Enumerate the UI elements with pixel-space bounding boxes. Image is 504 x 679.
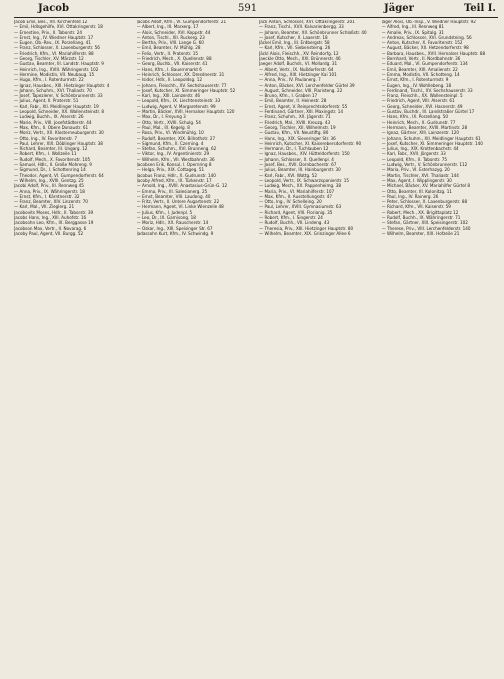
directory-entry: — Eduard, Mal., VI. Gumpendorferstr. 134 [381,62,468,68]
directory-entry: Jacobus Franz, Hdlr., X. Gudrunstr. 140 [136,173,216,179]
header-left-keyword: Jacob [38,3,69,14]
directory-entry: — Julius, Beamter, III. Hainburgerstr. 30 [259,168,341,174]
directory-entry: — Bertha, Priv., VIII. Lange G. 60 [136,41,204,47]
directory-entry: Jacoby Alfred, Kfm., IX. Türkenstr. 17 [136,178,212,184]
directory-entry: — Albert, Vertr., IX. Nußdorferstr. 64 [259,67,334,73]
column-3 [259,20,376,674]
directory-entry: — Ernst, Beamter, VIII. Laudong. 40 [136,194,211,200]
directory-entry: — Ignaz, Gärtner, XIII. Lainzerstr. 120 [381,131,459,137]
directory-entry: — Richard, Kfm., VII. Kaiserstr. 59 [381,205,451,211]
directory-entry: — Anna, Priv., IV. Paulanerg. 7 [259,78,321,84]
directory-entry: — Franz, Beamter, XIV. Linzerstr. 70 [14,200,88,206]
directory-entry: — Amalie, Priv., IX. Spitalg. 31 [381,30,444,36]
directory-entry: — Hans, Ing., XIX. Sieveringer Str. 36 [259,136,336,142]
directory-entry: — Gustav, Kfm., VII. Neustiftg. 80 [259,131,329,137]
directory-entry: — Friedrich, Agent, VIII. Alserstr. 61 [381,99,455,105]
directory-entry: — Karl, Fabr., XVII. Jörgerstr. 33 [381,152,446,158]
directory-entry: — Hans, Kfm., IX. Porzellang. 50 [381,115,449,121]
directory-entry: — Heinrich, Schlosser, XX. Dresdnerstr. 31 [136,72,225,78]
directory-entry: — Fritz, Vertr., II. Untere Augartenstr. 22 [136,200,220,206]
directory-entry: — Stefan, Schuhm., XVI. Brunneng. 62 [136,147,217,153]
directory-entry: — Heinrich, Mech., X. Gudrunstr. 77 [381,120,456,126]
directory-entry: — Samuel, Hdlr., II. Große Mohreng. 9 [14,163,92,169]
directory-entry: — Barbara, Hausbes., XVII. Hernalser Hauptstr. 88 [381,51,486,57]
directory-entry: — Alfred, Ing., III. Rennweg 81 [381,25,445,31]
directory-entry: — Ferdinand, Gärtner, XIII. Maxingstr. 14 [259,110,344,116]
directory-entry: Jäckel Emil, Ing., III. Erdbergstr. 58 [259,41,330,47]
directory-entry: — Ernestine, Priv., II. Taborstr. 24 [14,30,82,36]
directory-entry: — Eugen, Ing., IV. Wohllebeng. 18 [381,83,452,89]
directory-entry: — Friedrich, Kfm., VI. Mariahilferstr. 88 [14,51,94,57]
directory-entry: — Hugo, Kfm., I. Rotenturmstr. 22 [14,78,84,84]
directory-entry: — Ludwig, Buchh., IX. Alserstr. 26 [14,115,84,121]
directory-entry: — Otto, Ing., IV. Favoritenstr. 7 [14,136,77,142]
directory-entry: — Franz, Schlosser, X. Laxenburgerstr. 56 [14,46,100,52]
directory-entry: — Ernst, Ing., IV. Wiedner Hauptstr. 17 [14,35,94,41]
directory-entry: Jacob Emil, Bes., VII. Kirchenfeld 12 [14,20,88,25]
part-label: Teil I. [464,3,496,14]
directory-entry: — Hermann, Beamter, XVIII. Martinstr. 28 [381,125,468,131]
directory-entry: — Therese, Priv., VIII. Lerchenfelderstr. 140 [381,226,471,232]
directory-entry: — Georg, Tischler, XV. Märzstr. 12 [14,57,84,63]
directory-entry: — Wilhelm, Kfm., VII. Westbahnstr. 36 [136,157,215,163]
directory-entry: — August, Schneider, VIII. Piaristeng. 22 [259,88,343,94]
directory-entry: — Ludwig, Vertr., V. Schönbrunnerstr. 112 [381,163,468,169]
directory-entry: — Franz, Fleischh., XX. Wallensteinpl. 5 [381,94,463,100]
column-1 [14,20,131,674]
directory-entry: — Heinrich, Ing., XVIII. Währingerstr. 102 [14,67,99,73]
directory-entry: — Leo, Dr., IX. Garnisong. 18 [136,215,196,221]
directory-entry: — Karl, Fabr., XVI. Wattg. 52 [259,173,317,179]
directory-entry: — Leopold, Kfm., II. Taborstr. 75 [381,157,448,163]
directory-entry: — Andreas, Schlosser, XVI. Grundsteing. 56 [381,35,472,41]
directory-entry: — Rudolf, Buchh., IX. Währingerstr. 71 [381,215,461,221]
directory-entry: — Julius, Agent, II. Praterstr. 51 [14,99,79,105]
directory-entry: Jäger Alois, Ob.-Insp., V. Wiedner Hauptstr. 92 [381,20,476,25]
directory-entry: — Rudolf, Beamter, XIX. Billrothstr. 27 [136,136,216,142]
directory-entry: — Robert, Kfm., I. Wollzeile 11 [14,152,77,158]
directory-entry: — Emma, Priv., III. Salesianerg. 25 [136,189,208,195]
listing-columns [14,20,498,674]
directory-entry: — Bernhard, Vertr., II. Nordbahnstr. 36 [381,57,461,63]
directory-entry: Jacobson Max, Vertr., II. Novarag. 6 [14,226,87,232]
directory-entry: — Rudolf, Buchh., VII. Lindeng. 43 [259,221,330,227]
directory-entry: — Alois, Schneider, XVI. Koppstr. 44 [136,30,211,36]
directory-entry: — Josef, Kutscher, X. Laaerstr. 18 [259,35,328,41]
directory-entry: — Paul, Mal., III. Kegelg. 8 [136,125,190,131]
directory-entry: — Anton, Bäcker, XVI. Lerchenfelder Gürtel 39 [259,83,355,89]
directory-entry: Jacobs Adolf, Kfm., VI. Gumpendorferstr. 21 [136,20,227,25]
directory-entry: — Maria, Priv., VI. Esterhazyg. 20 [381,168,450,174]
directory-entry: — Wilhelm, Beamter, XIX. Hofzeile 21 [381,231,460,237]
directory-entry: — Ludwig, Agent, V. Margaretenstr. 99 [136,104,216,110]
directory-entry: — Marie, Priv., VIII. Josefstädterstr. 44 [14,120,92,126]
directory-entry: — Emil, Beamter, XIII. Amalienstr. 22 [381,67,458,73]
directory-entry: — Ignaz, Hausbes., XIV. Hütteldorferstr. 150 [259,152,350,158]
directory-entry: — Leopold, Kfm., IX. Liechtensteinstr. 33 [136,99,221,105]
directory-entry: — Franz, Tischl., XVII. Kalvarienbergg. 33 [259,25,344,31]
directory-entry: Jacobs Hans, Ing., XIII. Auhofstr. 16 [14,215,87,221]
column-4 [382,20,499,674]
directory-entry: — Josef, Kutscher, XI. Simmeringer Hauptstr. 140 [381,141,483,147]
directory-entry: — Hermine, Modistin, VII. Neubaug. 15 [14,72,95,78]
directory-entry: — Bruno, Kfm., I. Graben 17 [259,94,318,100]
directory-entry: — Karl, Kfm., VII. Siebensterng. 26 [259,46,331,52]
directory-entry: Jacobi Adolf, Priv., III. Rennweg 45 [14,184,84,190]
directory-entry: — Emil, Beamter, IV. Mühlg. 28 [136,46,201,52]
directory-entry: — Max, Kfm., II. Ausstellungsstr. 47 [259,194,332,200]
directory-entry: Jäck Anton, Schlosser, XVI. Ottakringerstr. 201 [259,20,355,25]
directory-entry: — Johann, Schuhm., XVI. Thaliastr. 70 [14,88,92,94]
directory-entry: — Max, Agent, I. Wipplingerstr. 30 [381,178,452,184]
directory-entry: Jäckl Alois, Fleischh., XV. Reindorfg. 12 [259,51,339,57]
directory-entry: — Sigmund, Dr., I. Schottenring 14 [14,168,86,174]
directory-entry: — Ignaz, Hausbes., XIII. Hietzinger Hauptstr. 4 [14,83,110,89]
directory-entry: — Moriz, Hdlr., XX. Rauscherstr. 14 [136,221,209,227]
directory-entry: — Isidor, Hdlr., II. Leopoldsg. 12 [136,78,202,84]
directory-entry: Jaeckle Otto, Mech., XXI. Brünnerstr. 46 [259,57,341,63]
directory-entry: — Heinrich, Kutscher, XI. Kaiserebersdorferstr. 90 [259,141,362,147]
directory-entry: Jacobovits Moses, Hdlr., II. Taborstr. 39 [14,210,94,216]
directory-entry: — Hans, Kfm., I. Bauernmarkt 6 [136,67,202,73]
directory-entry: — Friedrich, Mal., XVIII. Kreuzg. 43 [259,120,331,126]
directory-entry: — Maria, Priv., VI. Mariahilferstr. 107 [259,189,335,195]
directory-entry: — Anna, Priv., IX. Währingerstr. 18 [14,189,85,195]
directory-entry: — Leopold, Vertr., IX. Schwarzspanierstr. 15 [259,178,350,184]
directory-entry: — Leopold, Schneider, XX. Wallensteinstr. 8 [14,110,105,116]
directory-entry: — Wilhelm, Beamter, XIX. Grinzinger Allee 6 [259,231,351,237]
directory-entry: — Arnold, Ing., XVIII. Anastasius-Grün-G. 12 [136,184,228,190]
directory-entry: — Sigmund, Kfm., II. Czerning. 4 [136,141,204,147]
directory-entry: — Martin, Bäcker, XVII. Hernalser Hauptstr. 120 [136,110,235,116]
directory-entry: — Paul, Lehrer, XVIII. Gymnasiumstr. 63 [259,205,342,211]
directory-entry: — Hermann, Agent, VI. Linke Wienzeile 48 [136,205,224,211]
directory-entry: — Gustav, Beamter, III. Landstr. Hauptstr. 9 [14,62,104,68]
directory-entry: — Otto, Beamter, III. Kolonitzg. 11 [381,189,453,195]
directory-entry: — Josef, Bes., XVII. Dornbacherstr. 67 [259,163,337,169]
column-2 [137,20,254,674]
directory-entry: — Hermann, Dr., I. Tuchlauben 12 [259,147,329,153]
directory-entry: — Karl, Fabr., XII. Meidlinger Hauptstr. 19 [14,104,99,110]
directory-entry: — Paul, Lehrer, XIX. Döblinger Hauptstr. 38 [14,141,103,147]
directory-entry: — Oskar, Ing., XIII. Speisinger Str. 67 [136,226,213,232]
directory-entry: — Anton, Kutscher, X. Favoritenstr. 152 [381,41,463,47]
directory-entry: — Ernst, Kfm., I. Kärntnerstr. 32 [14,194,80,200]
directory-entry: Jacobsohn Leo, Kfm., IX. Berggasse 19 [14,221,94,227]
directory-entry: — Wilhelm, Ing., XVIII. Gentzg. 25 [14,178,84,184]
directory-entry: — Albert, Ing., III. Marxerg. 17 [136,25,199,31]
directory-entry: — Viktor, Ing., IV. Argentinierstr. 29 [136,152,210,158]
directory-entry: — Max, Dr., I. Freyung 3 [136,115,186,121]
directory-entry: — Theresia, Priv., XIII. Hietzinger Hauptstr. 80 [259,226,354,232]
directory-entry: — Moriz, Vertr., XX. Klosterneuburgerstr. 30 [14,131,104,137]
directory-entry: — Robert, Mech., XX. Brigittaplatz 12 [381,210,459,216]
directory-entry: — Richard, Agent, VIII. Florianig. 35 [259,210,333,216]
directory-entry: — Stefan, Gärtner, XIII. Speisingerstr. 102 [381,221,468,227]
directory-entry: Jaeger Adolf, Buchdr., VI. Mollardg. 31 [259,62,338,68]
directory-entry: — Johann, Schlosser, X. Quellenpl. 4 [259,157,334,163]
directory-entry: — Otto, Vertr., XVIII. Schulg. 54 [136,120,201,126]
directory-entry: Jacoby Paul, Agent, VII. Burgg. 52 [14,231,84,237]
directory-entry: — Karl, Mal., VII. Zieglerg. 21 [14,205,75,211]
directory-entry: — Rosa, Priv., VI. Windmühlg. 10 [136,131,204,137]
directory-entry: — Julius, Kfm., I. Judenpl. 5 [136,210,193,216]
directory-entry: — Johann, Schuhm., XII. Meidlinger Hauptstr. 61 [381,136,481,142]
directory-entry: — Max, Kfm., II. Obere Donaustr. 61 [14,125,89,131]
directory-entry: — Martin, Tischler, XVI. Thaliastr. 144 [381,173,459,179]
header-rule [14,17,498,18]
directory-entry: — Johann, Fleischh., XV. Sechshauserstr. 77 [136,83,227,89]
directory-entry: — Josef, Kutscher, XI. Simmeringer Hauptstr. 52 [136,88,236,94]
directory-entry: — Helga, Priv., XIX. Cottageg. 51 [136,168,205,174]
directory-entry: — Josef, Tapezierer, V. Schönbrunnerstr. 33 [14,94,103,100]
directory-entry: Jacobsen Erik, Konsul, I. Opernring 8 [136,163,212,169]
directory-entry: — Georg, Schneider, XVI. Hasnerstr. 49 [381,104,463,110]
directory-entry: — Theodor, Agent, VI. Gumpendorferstr. 64 [14,173,104,179]
directory-entry: — Ernst, Kfm., I. Rotenturmstr. 9 [381,78,449,84]
page-header [0,0,504,16]
directory-entry: — Otto, Ing., IV. Schelleing. 20 [259,200,322,206]
directory-entry: — Emil, Hdlsgehilfe, XVI. Ottakringerstr. 18 [14,25,103,31]
directory-entry: — Georg, Buchb., VII. Kaiserstr. 41 [136,62,208,68]
directory-entry: — Julius, Ing., XIX. Krottenbachstr. 44 [381,147,459,153]
page-number: 591 [238,3,258,14]
directory-entry: — Ludwig, Mech., XX. Pappenheimg. 38 [259,184,341,190]
directory-entry: — Karl, Ing., XIII. Lainzerstr. 46 [136,94,201,100]
directory-entry: — Emma, Modistin, VII. Schotteng. 14 [381,72,460,78]
directory-entry: — Eugen, Ob.-Rev., IX. Porzellang. 41 [14,41,91,47]
directory-entry: — Johann, Beamter, XII. Schönbrunner Schloßstr. 40 [259,30,367,36]
directory-entry: — Georg, Tischler, XII. Wilhelmstr. 19 [259,125,336,131]
directory-entry: — August, Bäcker, XII. Hetzendorferstr. 98 [381,46,469,52]
directory-entry: — Gustav, Buchdr., III. Landstraßer Gürtel 17 [381,110,475,116]
directory-entry: — Ernst, Agent, V. Reinprechtsdorferstr. 55 [259,104,348,110]
directory-entry: Jadassohn Kurt, Kfm., IV. Schwindg. 9 [136,231,214,237]
directory-entry: — Friedrich, Mech., X. Quellenstr. 88 [136,57,212,63]
directory-entry: — Ferdinand, Tischl., XV. Sechshauserstr. 33 [381,88,473,94]
directory-entry: — Alfred, Ing., XIII. Hietzinger Kai 101 [259,72,337,78]
directory-entry: — Franz, Schuhm., XX. Jägerstr. 71 [259,115,331,121]
header-right-keyword: Jäger [384,3,414,14]
directory-entry: — Emil, Beamter, II. Heinestr. 28 [259,99,327,105]
directory-entry: — Rudolf, Mech., X. Favoritenstr. 105 [14,157,91,163]
directory-entry: — Anton, Tischl., XII. Ruckerg. 23 [136,35,205,41]
directory-entry: — Paul, Ing., IV. Rainerg. 26 [381,194,439,200]
directory-entry: — Michael, Bäcker, XV. Mariahilfer Gürtel 8 [381,184,471,190]
directory-entry: — Peter, Schlosser, X. Laxenburgerstr. 88 [381,200,468,206]
directory-entry: — Felix, Vertr., II. Praterstr. 15 [136,51,199,57]
directory-entry: — Robert, Kfm., I. Singerstr. 24 [259,215,323,221]
directory-entry: — Richard, Beamter, III. Ungarg. 12 [14,147,88,153]
